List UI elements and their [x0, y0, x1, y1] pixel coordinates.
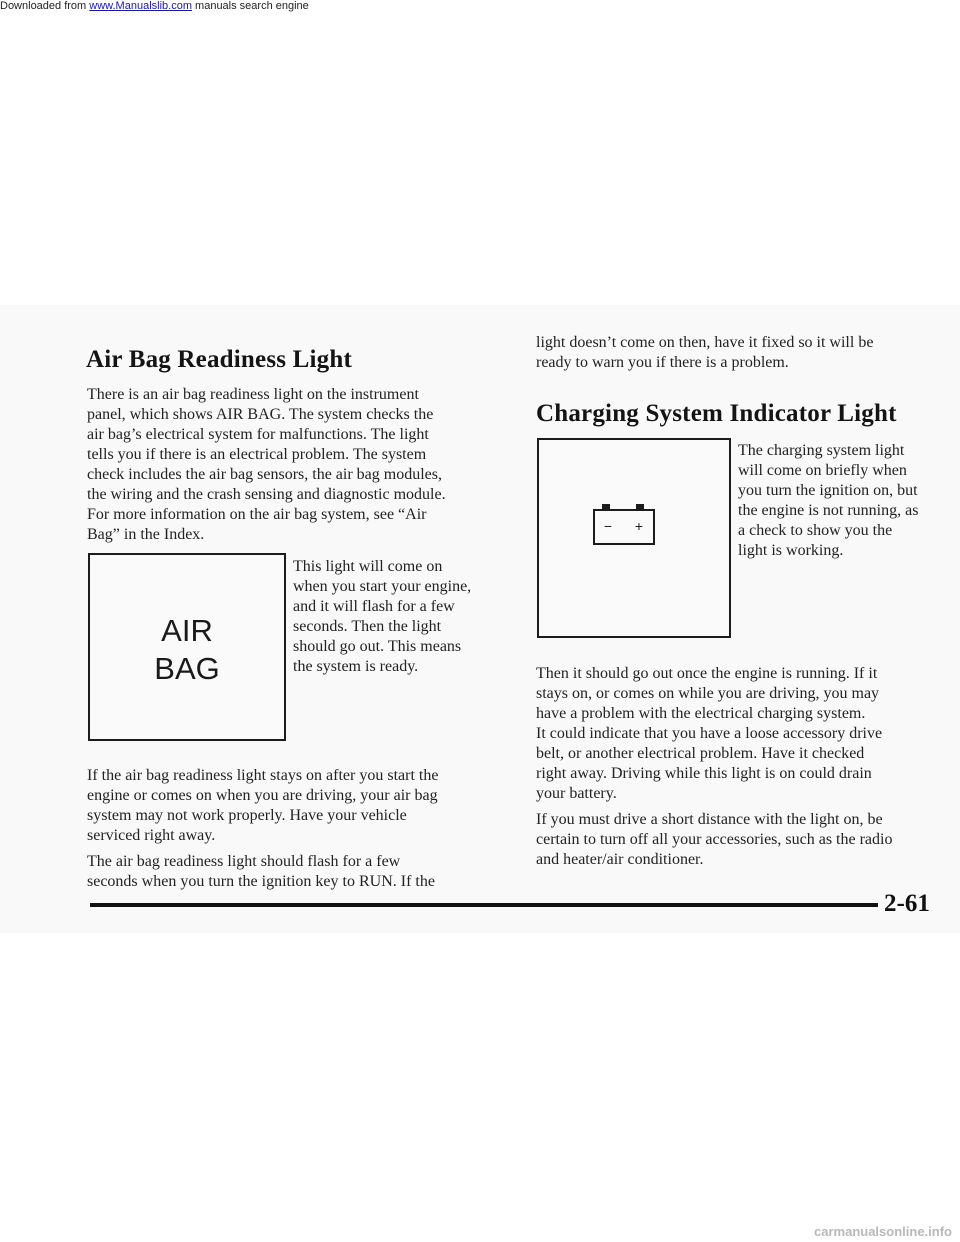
drive-line: certain to turn off all your accessories, such as the radio [536, 831, 893, 848]
warning-line: serviced right away. [87, 827, 216, 844]
intro-line: air bag’s electrical system for malfunctions. The light [87, 426, 429, 443]
air-bag-warning-paragraph [87, 766, 517, 846]
flash-line: The air bag readiness light should flash for a few [87, 853, 401, 870]
source-prefix: Downloaded from [0, 0, 90, 12]
warning-line: have a problem with the electrical charging system. [536, 705, 866, 722]
footer-rule [90, 903, 878, 907]
charging-system-heading: Charging System Indicator Light [536, 400, 897, 427]
description-line: the engine is not running, as [738, 502, 919, 519]
description-line: will come on briefly when [738, 462, 907, 479]
warning-line: Then it should go out once the engine is running. If it [536, 665, 878, 682]
warning-line: right away. Driving while this light is on could drain [536, 765, 872, 782]
description-line: The charging system light [738, 442, 905, 459]
description-line: This light will come on [293, 558, 443, 575]
warning-line: It could indicate that you have a loose accessory drive [536, 725, 883, 742]
continued-line: ready to warn you if there is a problem. [536, 354, 789, 371]
description-line: light is working. [738, 542, 844, 559]
page-number: 2-61 [884, 890, 930, 917]
charging-drive-paragraph [536, 810, 951, 870]
download-source-line [0, 0, 309, 12]
warning-line: system may not work properly. Have your vehicle [87, 807, 407, 824]
intro-line: There is an air bag readiness light on the instrument [87, 386, 419, 403]
watermark: carmanualsonline.info [814, 1224, 952, 1239]
manualslib-link[interactable]: www.Manualslib.com [89, 0, 192, 12]
charging-warning-paragraph [536, 664, 951, 804]
air-bag-light-icon [88, 553, 286, 741]
air-bag-heading: Air Bag Readiness Light [86, 346, 352, 373]
drive-line: If you must drive a short distance with the light on, be [536, 811, 883, 828]
intro-line: the wiring and the crash sensing and diagnostic module. [87, 486, 446, 503]
warning-line: stays on, or comes on while you are driving, you may [536, 685, 880, 702]
battery-plus-sign: + [634, 518, 644, 534]
air-bag-intro-paragraph [87, 385, 517, 545]
intro-line: For more information on the air bag system, see “Air [87, 506, 427, 523]
intro-line: tells you if there is an electrical problem. The system [87, 446, 427, 463]
battery-icon [592, 504, 656, 546]
description-line: should go out. This means [293, 638, 462, 655]
warning-line: your battery. [536, 785, 617, 802]
air-bag-icon-line1: AIR [161, 613, 213, 648]
description-line: you turn the ignition on, but [738, 482, 918, 499]
description-line: a check to show you the [738, 522, 893, 539]
warning-line: belt, or another electrical problem. Have it checked [536, 745, 865, 762]
intro-line: check includes the air bag sensors, the air bag modules, [87, 466, 442, 483]
drive-line: and heater/air conditioner. [536, 851, 704, 868]
warning-line: If the air bag readiness light stays on after you start the [87, 767, 439, 784]
air-bag-flash-paragraph [87, 852, 517, 892]
description-line: seconds. Then the light [293, 618, 442, 635]
description-line: and it will flash for a few [293, 598, 455, 615]
continued-paragraph [536, 333, 946, 373]
source-suffix: manuals search engine [191, 0, 309, 12]
continued-line: light doesn’t come on then, have it fixed so it will be [536, 334, 874, 351]
flash-line: seconds when you turn the ignition key to RUN. If the [87, 873, 435, 890]
air-bag-icon-line2: BAG [154, 651, 220, 686]
charging-system-light-icon [537, 438, 731, 638]
air-bag-light-description [293, 557, 523, 677]
intro-line: panel, which shows AIR BAG. The system checks the [87, 406, 434, 423]
description-line: when you start your engine, [293, 578, 472, 595]
charging-light-description [738, 441, 948, 561]
warning-line: engine or comes on when you are driving, your air bag [87, 787, 438, 804]
intro-line: Bag” in the Index. [87, 526, 205, 543]
battery-minus-sign: − [603, 518, 613, 534]
description-line: the system is ready. [293, 658, 419, 675]
